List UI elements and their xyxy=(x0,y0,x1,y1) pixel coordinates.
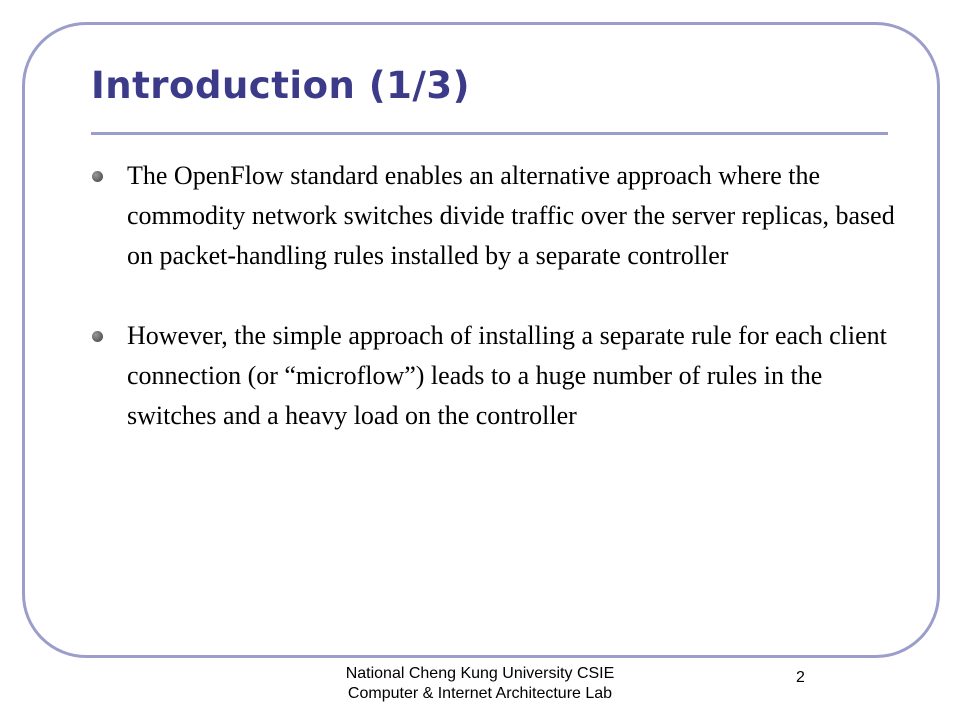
title-underline xyxy=(91,132,888,135)
bullet-text: The OpenFlow standard enables an alternative approach where the commodity network switches divide traffic over the server replicas, based on packet-handling rules installed by a separate controller xyxy=(127,161,895,270)
slide-title: Introduction (1/3) xyxy=(91,64,471,107)
bullet-dot-icon xyxy=(92,331,103,342)
bullet-item xyxy=(80,156,900,276)
bullet-item xyxy=(80,316,900,436)
bullet-list xyxy=(80,156,900,436)
bullet-text: However, the simple approach of installing a separate rule for each client connection (or “microflow”) leads to a huge number of rules in the switches and a heavy load on the controller xyxy=(127,321,887,430)
bullet-dot-icon xyxy=(92,171,103,182)
page-number: 2 xyxy=(796,669,805,686)
footer-line-1: National Cheng Kung University CSIE xyxy=(345,665,615,682)
footer-institution xyxy=(335,664,625,704)
footer-line-2: Computer & Internet Architecture Lab xyxy=(347,685,613,702)
